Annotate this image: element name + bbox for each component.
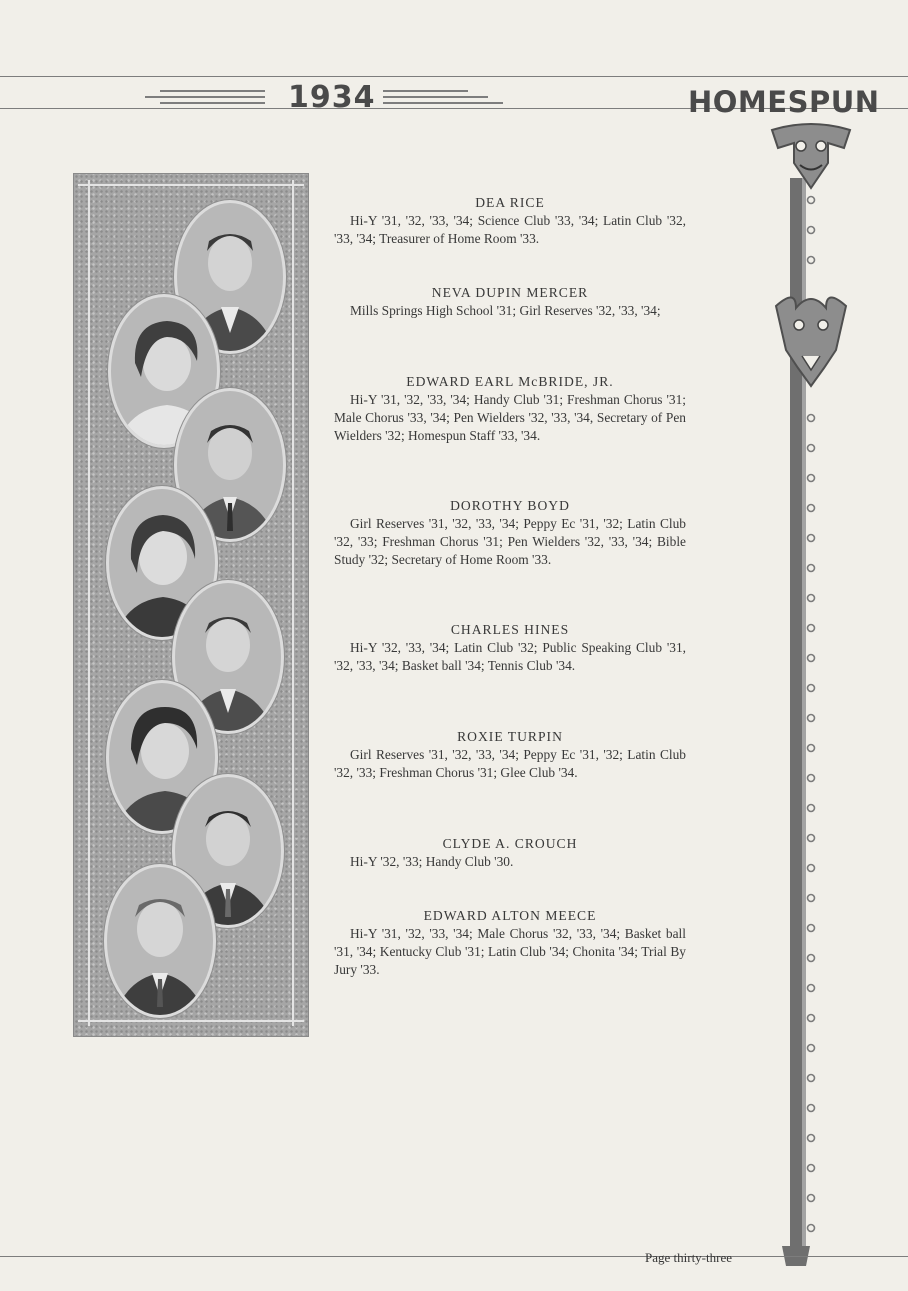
header-right-ornament-line <box>383 96 488 98</box>
student-entry <box>334 621 686 675</box>
panel-frame-line <box>88 180 90 1026</box>
panel-frame-line <box>292 180 294 1026</box>
student-portrait-edward-alton-meece <box>104 864 216 1018</box>
student-activities: Girl Reserves '31, '32, '33, '34; Peppy Ec '31, '32; Latin Club '32, '33; Freshman Chorus '31; Glee Club '34. <box>334 747 686 780</box>
header-top-rule <box>0 76 908 77</box>
header-left-ornament-line <box>145 96 265 98</box>
panel-frame-line <box>78 1020 304 1022</box>
student-name: NEVA DUPIN MERCER <box>431 285 589 300</box>
totem-pole-ornament <box>766 118 856 1268</box>
page-number: Page thirty-three <box>645 1250 732 1265</box>
panel-frame-line <box>78 184 304 186</box>
student-entry <box>334 835 686 871</box>
student-entry <box>334 284 686 320</box>
student-name: CLYDE A. CROUCH <box>442 836 578 851</box>
student-name: DEA RICE <box>475 195 545 210</box>
header-right-ornament-line <box>383 90 468 92</box>
header-left-ornament-line <box>160 90 265 92</box>
student-activities: Hi-Y '31, '32, '33, '34; Handy Club '31; Freshman Chorus '31; Male Chorus '33, '34; Pen Wielders '32, '33, '34, Secretary of Pen Wielders '32; Homespun Staff '33, '34. <box>334 392 686 443</box>
student-activities: Mills Springs High School '31; Girl Reserves '32, '33, '34; <box>350 303 661 318</box>
student-entry <box>334 728 686 782</box>
footer-rule <box>0 1256 908 1257</box>
student-activities: Hi-Y '31, '32, '33, '34; Male Chorus '32, '33, '34; Basket ball '31, '34; Kentucky Club '31; Latin Club '34; Chonita '34; Trial By Jury '33. <box>334 926 686 977</box>
student-entry <box>334 373 686 445</box>
student-name: EDWARD ALTON MEECE <box>423 908 597 923</box>
student-entry <box>334 907 686 979</box>
yearbook-year: 1934 <box>288 80 376 115</box>
student-activities: Hi-Y '32, '33, '34; Latin Club '32; Public Speaking Club '31, '32, '33, '34; Basket ball '34; Tennis Club '34. <box>334 640 686 673</box>
student-name: DOROTHY BOYD <box>450 498 570 513</box>
student-activities: Hi-Y '31, '32, '33, '34; Science Club '33, '34; Latin Club '32, '33, '34; Treasurer of Home Room '33. <box>334 213 686 246</box>
student-activities: Hi-Y '32, '33; Handy Club '30. <box>350 854 514 869</box>
student-name: ROXIE TURPIN <box>457 729 563 744</box>
student-entry <box>334 497 686 569</box>
student-activities: Girl Reserves '31, '32, '33, '34; Peppy Ec '31, '32; Latin Club '32, '33; Freshman Chorus '31; Pen Wielders '32, '33, '34; Bible Study '32; Secretary of Home Room '33. <box>334 516 686 567</box>
portrait-panel <box>73 173 309 1037</box>
student-name: EDWARD EARL McBRIDE, JR. <box>406 374 614 389</box>
header-right-ornament-line <box>383 102 503 104</box>
student-entry <box>334 194 686 248</box>
yearbook-title: HOMESPUN <box>688 85 880 119</box>
header-left-ornament-line <box>160 102 265 104</box>
student-name: CHARLES HINES <box>450 622 570 637</box>
